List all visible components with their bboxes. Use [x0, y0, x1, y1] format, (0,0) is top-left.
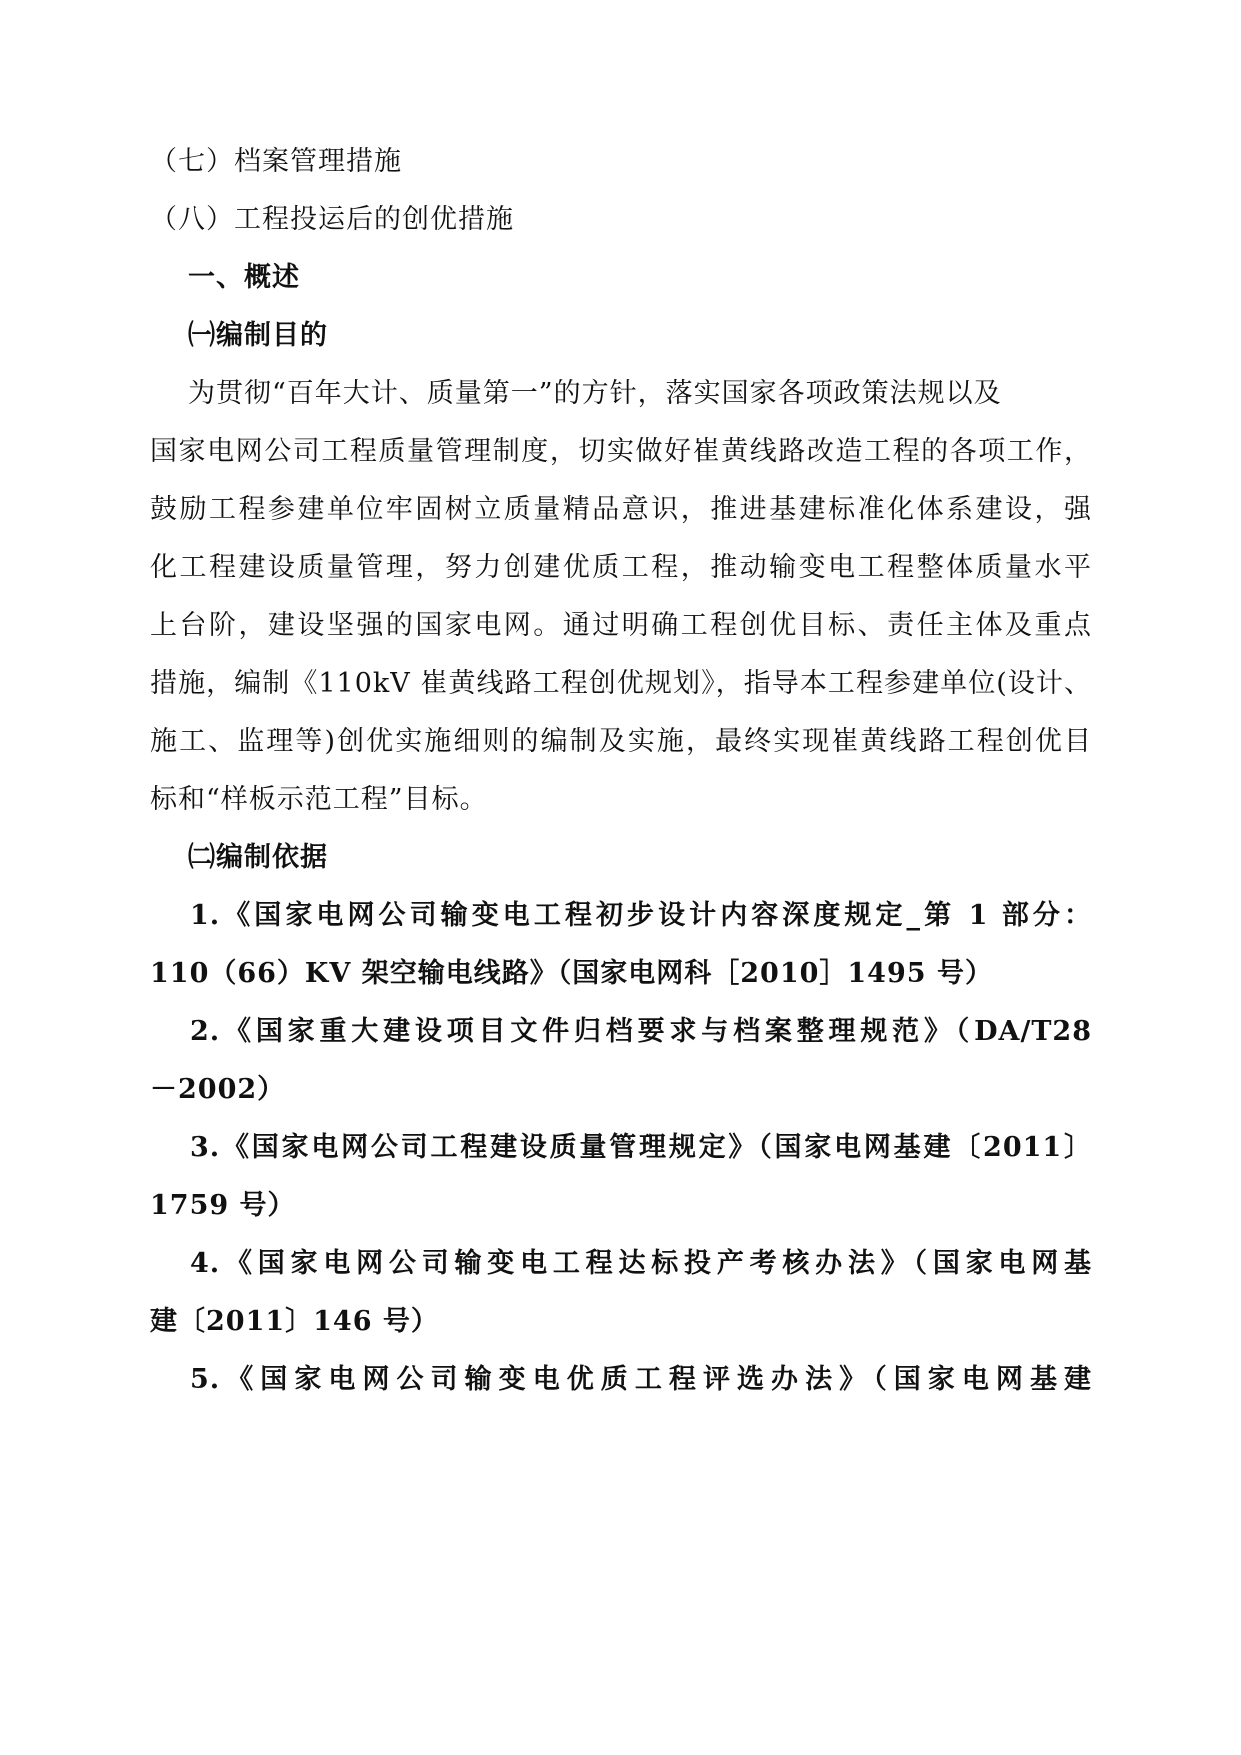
subsection-title-purpose: ㈠编制目的: [188, 320, 328, 351]
toc-item-post-operation-measures: （八）工程投运后的创优措施: [150, 204, 514, 235]
basis-item-3-continuation: 1759 号）: [150, 1190, 296, 1221]
basis-item-5: 5.《国家电网公司输变电优质工程评选办法》（国家电网基建: [190, 1364, 1092, 1395]
basis-item-1-continuation: 110（66）KV 架空输电线路》（国家电网科［2010］1495 号）: [150, 958, 993, 989]
basis-item-4: 4.《国家电网公司输变电工程达标投产考核办法》（国家电网基: [190, 1248, 1092, 1279]
purpose-paragraph-line: 国家电网公司工程质量管理制度，切实做好崔黄线路改造工程的各项工作，: [150, 436, 1092, 467]
purpose-paragraph-line: 鼓励工程参建单位牢固树立质量精品意识，推进基建标准化体系建设，强: [150, 494, 1092, 525]
basis-item-1: 1.《国家电网公司输变电工程初步设计内容深度规定_第 1 部分：: [190, 900, 1092, 931]
purpose-paragraph-line: 为贯彻“百年大计、质量第一”的方针，落实国家各项政策法规以及: [188, 378, 1002, 409]
toc-item-archive-management: （七）档案管理措施: [150, 146, 402, 177]
purpose-paragraph-line: 标和“样板示范工程”目标。: [150, 784, 488, 815]
basis-item-2: 2.《国家重大建设项目文件归档要求与档案整理规范》（DA/T28: [190, 1016, 1092, 1047]
section-title: 一、概述: [188, 262, 300, 293]
basis-item-2-continuation: －2002）: [150, 1074, 286, 1105]
purpose-paragraph-line: 措施，编制《110kV 崔黄线路工程创优规划》，指导本工程参建单位(设计、: [150, 668, 1092, 699]
purpose-paragraph-line: 上台阶，建设坚强的国家电网。通过明确工程创优目标、责任主体及重点: [150, 610, 1092, 641]
basis-item-3: 3.《国家电网公司工程建设质量管理规定》（国家电网基建〔2011〕: [190, 1132, 1092, 1163]
basis-item-4-continuation: 建〔2011〕146 号）: [150, 1306, 439, 1337]
purpose-paragraph-line: 施工、监理等)创优实施细则的编制及实施，最终实现崔黄线路工程创优目: [150, 726, 1092, 757]
subsection-title-basis: ㈡编制依据: [188, 842, 328, 873]
purpose-paragraph-line: 化工程建设质量管理，努力创建优质工程，推动输变电工程整体质量水平: [150, 552, 1092, 583]
